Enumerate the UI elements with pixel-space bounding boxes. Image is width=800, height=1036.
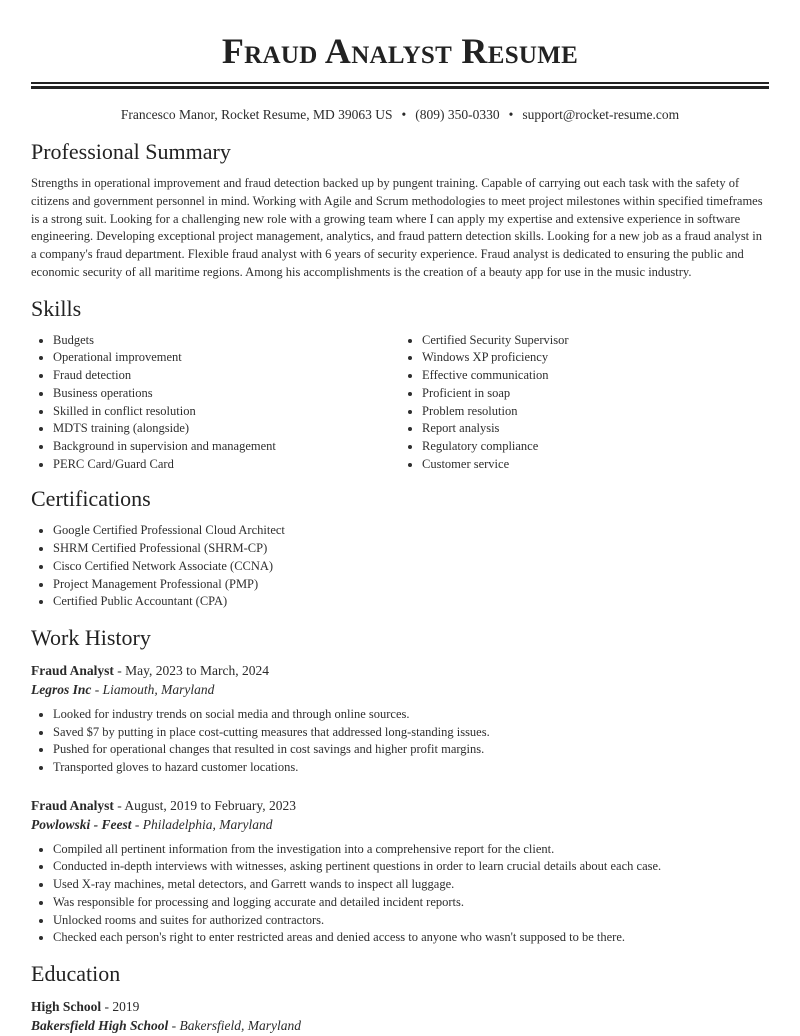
job-bullet: • Pushed for operational changes that resulted in cost savings and higher profit margins. [53,741,769,759]
work-history-heading: Work History [31,624,151,650]
job-bullet: • Compiled all pertinent information from the investigation into a comprehensive report for the client. [53,841,769,859]
job-location: - Liamouth, Maryland [91,681,215,697]
education-school-line [31,1016,769,1036]
job-company-line [31,815,769,835]
job-company-line [31,680,769,700]
job-location: - Philadelphia, Maryland [131,816,273,832]
certification-item: • Project Management Professional (PMP) [53,576,769,594]
certification-item: • SHRM Certified Professional (SHRM-CP) [53,540,769,558]
job-bullets [31,841,769,947]
skill-item: • Regulatory compliance [422,438,769,456]
skill-item: • Certified Security Supervisor [422,332,769,350]
skills-right-list [400,332,769,474]
contact-address: Francesco Manor, Rocket Resume, MD 39063 US [120,107,393,122]
job-company: Powlowski - Feest [31,816,132,832]
skill-item: • Fraud detection [53,367,400,385]
contact-phone: (809) 350-0330 [415,107,500,122]
contact-separator: • [508,107,514,122]
skill-item: • Background in supervision and management [53,438,400,456]
skill-item: • PERC Card/Guard Card [53,456,400,474]
skills-left-list [31,332,400,474]
education-school: Bakersfield High School [31,1017,169,1033]
skill-item: • Windows XP proficiency [422,349,769,367]
job-dates: - August, 2019 to February, 2023 [113,797,297,813]
job-dates: - May, 2023 to March, 2024 [113,662,270,678]
job-bullet: • Saved $7 by putting in place cost-cutting measures that addressed long-standing issues. [53,724,769,742]
skill-item: • Skilled in conflict resolution [53,403,400,421]
job-bullet: • Transported gloves to hazard customer locations. [53,759,769,777]
skill-item: • Customer service [422,456,769,474]
contact-separator: • [401,107,407,122]
education-heading: Education [31,960,121,986]
certifications-heading: Certifications [31,486,151,512]
education-degree-line [31,997,769,1016]
title-divider-thin [31,82,769,84]
skill-item: • Report analysis [422,420,769,438]
skill-item: • MDTS training (alongside) [53,420,400,438]
skill-item: • Budgets [53,332,400,350]
job-header [31,661,769,680]
job-bullet: • Used X-ray machines, metal detectors, and Garrett wands to inspect all luggage. [53,876,769,894]
certification-item: • Certified Public Accountant (CPA) [53,593,769,611]
skills-columns [31,332,769,474]
job-bullet: • Checked each person's right to enter restricted areas and denied access to anyone who wasn't supposed to be there. [53,929,769,947]
education-year: - 2019 [101,998,140,1014]
education-degree: High School [31,998,102,1014]
job-bullet: • Conducted in-depth interviews with witnesses, asking pertinent questions in order to learn crucial details about each case. [53,858,769,876]
contact-email: support@rocket-resume.com [522,107,680,122]
summary-text: Strengths in operational improvement and fraud detection backed up by pungent training. Capable of carrying out each task with the safety of citizens and government personnel in mind. Working with Agile and Scrum methodologies to meet project milestones within specified timeframes is a strong suit. Looking for a challenging new role with a growing team where I can apply my expertise and extensive experience in software engineering. Developing exceptional project management, analytics, and fraud pattern detection skills. Looking for a new job as a fraud analyst in a company's fraud department. Flexible fraud analyst with 6 years of security experience. Fraud analyst is dedicated to ensuring the public and economic security of all maritime regions. Among his accomplishments is the creation of a beauty app for use in the music industry. [31,176,763,279]
education-location: - Bakersfield, Maryland [168,1017,301,1033]
resume-title: Fraud Analyst Resume [221,31,579,71]
certifications-list [31,522,769,611]
title-divider-thick [31,86,769,89]
certification-item: • Google Certified Professional Cloud Architect [53,522,769,540]
skill-item: • Effective communication [422,367,769,385]
skill-item: • Proficient in soap [422,385,769,403]
job-header [31,796,769,815]
contact-line [31,105,769,125]
job-title: Fraud Analyst [31,662,114,678]
certification-item: • Cisco Certified Network Associate (CCNA) [53,558,769,576]
job-company: Legros Inc [31,681,92,697]
job-bullet: • Looked for industry trends on social media and through online sources. [53,706,769,724]
skill-item: • Business operations [53,385,400,403]
skills-heading: Skills [31,295,82,321]
skill-item: • Problem resolution [422,403,769,421]
skill-item: • Operational improvement [53,349,400,367]
job-bullet: • Unlocked rooms and suites for authorized contractors. [53,912,769,930]
job-title: Fraud Analyst [31,797,114,813]
job-bullet: • Was responsible for processing and logging accurate and detailed incident reports. [53,894,769,912]
summary-heading: Professional Summary [31,139,231,164]
job-bullets [31,706,769,777]
